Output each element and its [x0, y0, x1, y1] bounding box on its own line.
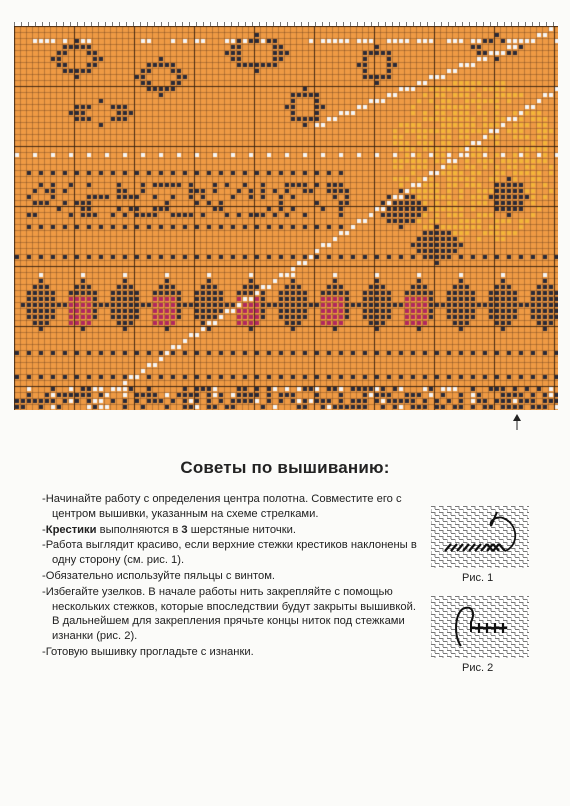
- thread-securing-diagram-icon: [431, 596, 529, 658]
- tip-text: выполняются в: [96, 523, 182, 536]
- center-arrow-icon: [511, 414, 523, 430]
- tip-item: [42, 585, 420, 644]
- figure-1-caption: Рис. 1: [462, 572, 494, 584]
- tip-item: [42, 569, 420, 584]
- tip-text: -Готовую вышивку прогладьте с изнанки.: [42, 645, 254, 658]
- tip-item: [42, 523, 420, 538]
- cross-stitch-pattern-chart: [14, 26, 558, 410]
- tip-text: -: [42, 523, 46, 536]
- page-title: Советы по вышиванию:: [180, 458, 390, 477]
- tip-text: -Обязательно используйте пяльцы с винтом.: [42, 569, 275, 582]
- tip-text: -Начинайте работу с определения центра полотна. Совместите его с центром вышивки, указанным на схеме стрелками.: [42, 493, 402, 520]
- tip-text: -Избегайте узелков. В начале работы нить закрепляйте с помощью нескольких стежков, которые впоследствии будут закрыты вышивкой. В дальнейшем для закрепления прячьте концы ниток под стежками изнанки (рис. 2).: [42, 585, 416, 643]
- figure-2-caption: Рис. 2: [462, 662, 494, 674]
- tip-text: шерстяные ниточки.: [187, 523, 296, 536]
- tip-emphasis: 3: [181, 523, 188, 536]
- tip-item: [42, 492, 420, 522]
- tip-emphasis: Крестики: [45, 523, 97, 536]
- tip-item: [42, 538, 420, 568]
- cross-stitch-diagram-icon: [431, 506, 529, 568]
- tip-text: -Работа выглядит красиво, если верхние стежки крестиков наклонены в одну сторону (см. рис. 1).: [42, 539, 417, 567]
- tip-item: [42, 645, 420, 660]
- tips-list: [42, 492, 420, 661]
